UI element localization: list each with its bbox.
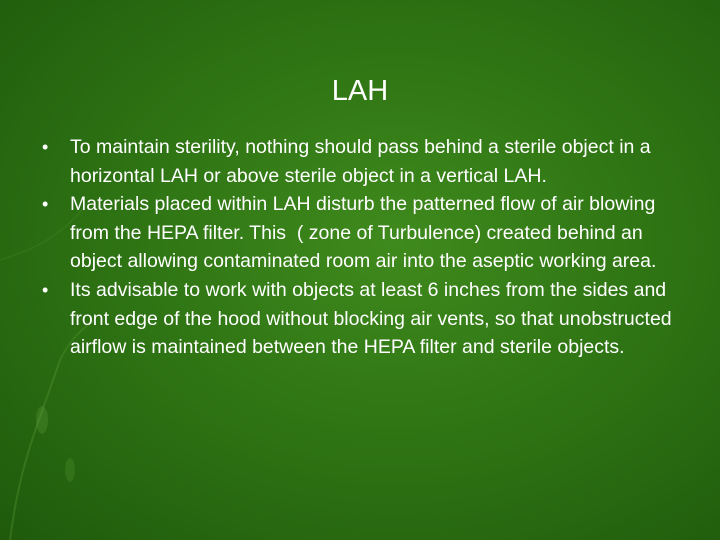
slide-title: [0, 74, 720, 108]
bullet-list: [42, 133, 692, 362]
slide-title-text: LAH: [331, 75, 389, 107]
bullet-dot-icon: •: [42, 194, 49, 215]
bullet-dot-icon: •: [42, 279, 49, 300]
bullet-text: To maintain sterility, nothing should pass behind a sterile object in a horizontal LAH or above sterile object in a vertical LAH.: [70, 136, 651, 187]
bullet-item: [42, 190, 692, 276]
bullet-text: Its advisable to work with objects at least 6 inches from the sides and front edge of the hood without blocking air vents, so that unobstructed airflow is maintained between the HEPA filter and sterile objects.: [70, 278, 672, 359]
bullet-dot-icon: •: [42, 137, 49, 157]
bullet-item: [42, 133, 692, 190]
bullet-text: Materials placed within LAH disturb the patterned flow of air blowing from the HEPA filter. This ( zone of Turbulence) created behind an object allowing contaminated room air into the aseptic working area.: [70, 193, 661, 273]
bullet-item: [42, 276, 692, 362]
